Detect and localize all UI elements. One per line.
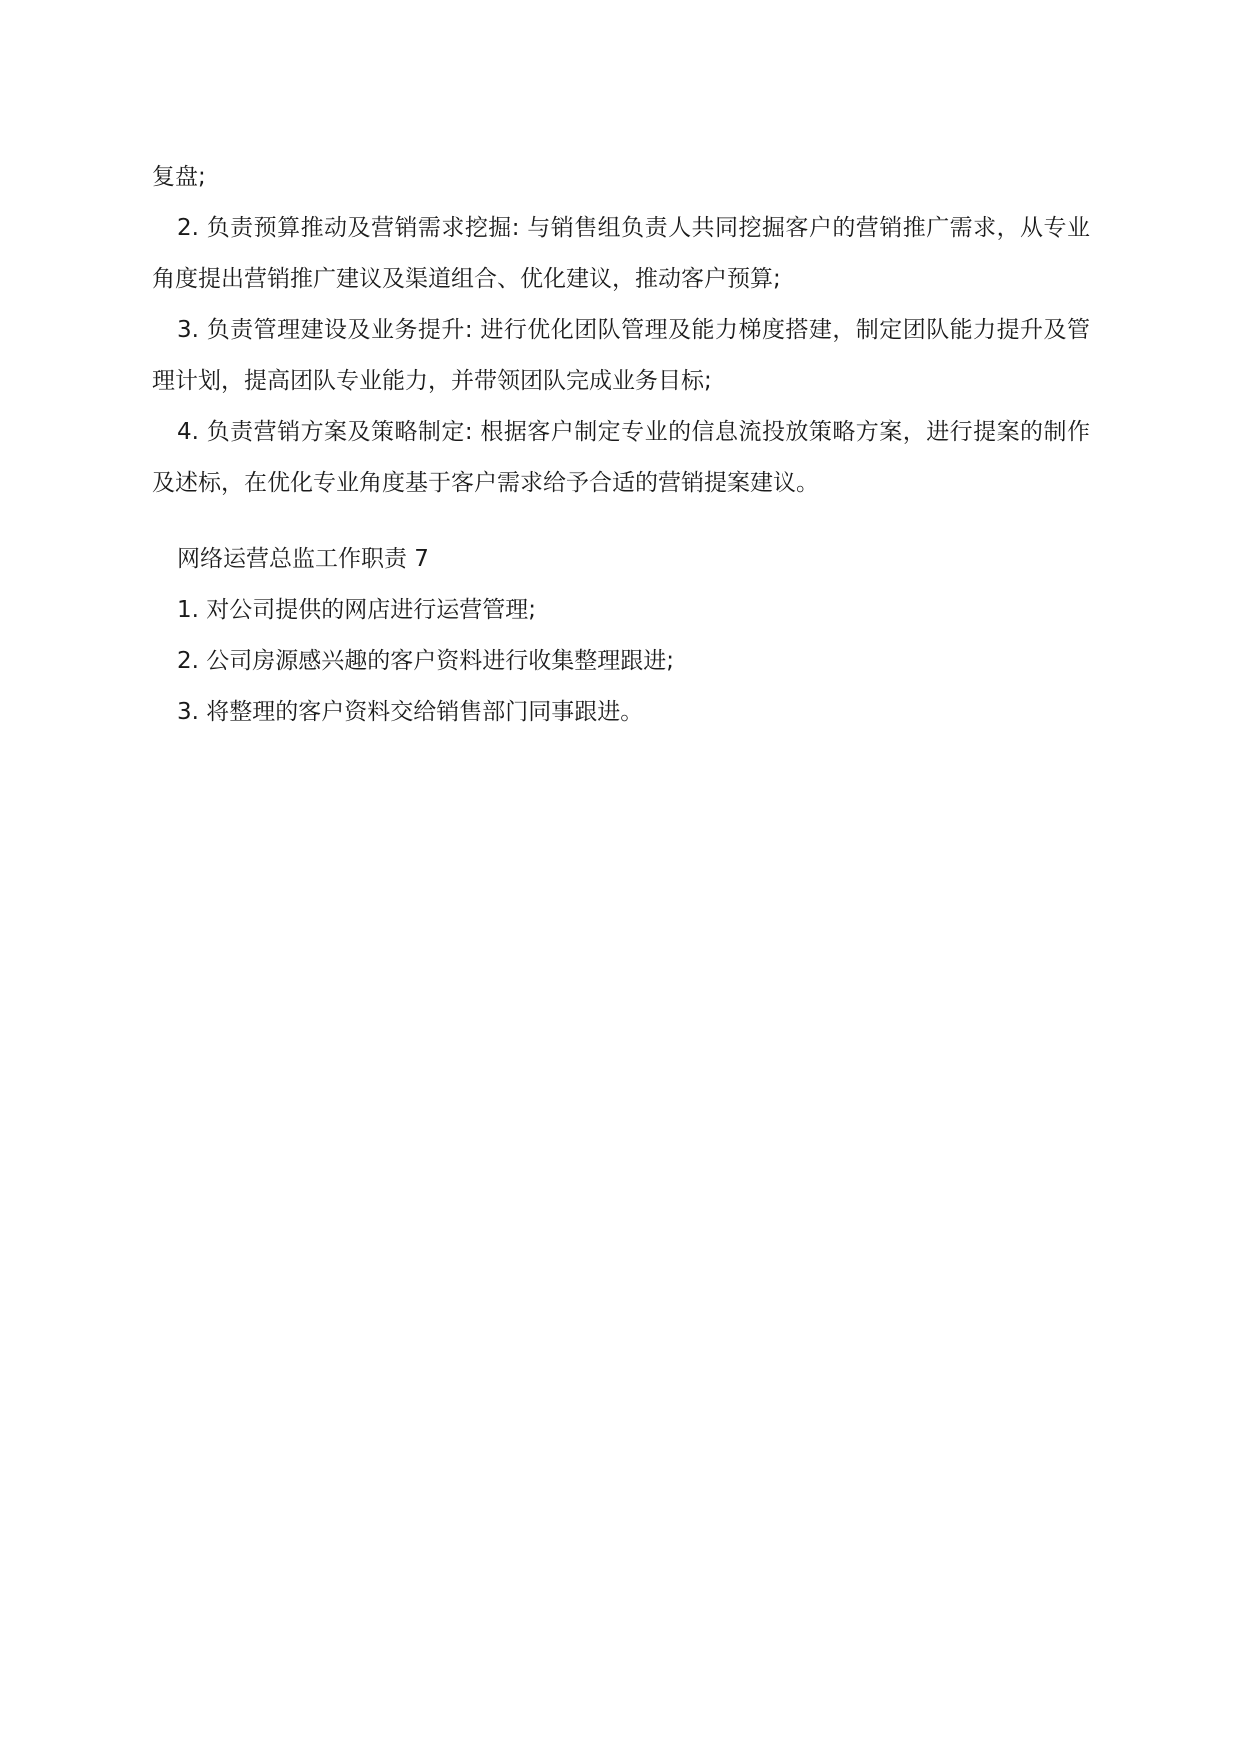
list-item: 3. 负责管理建设及业务提升: 进行优化团队管理及能力梯度搭建，制定团队能力提升及管理计划，提高团队专业能力，并带领团队完成业务目标; bbox=[152, 317, 1090, 394]
list-item: 3. 将整理的客户资料交给销售部门同事跟进。 bbox=[177, 699, 644, 725]
list-item: 2. 公司房源感兴趣的客户资料进行收集整理跟进; bbox=[177, 648, 675, 674]
document-body bbox=[152, 152, 1090, 738]
list-item: 1. 对公司提供的网店进行运营管理; bbox=[177, 597, 537, 623]
section-spacer bbox=[152, 509, 1090, 534]
continuation-line: 复盘; bbox=[152, 164, 206, 190]
list-item: 2. 负责预算推动及营销需求挖掘: 与销售组负责人共同挖掘客户的营销推广需求，从专业角度提出营销推广建议及渠道组合、优化建议，推动客户预算; bbox=[152, 215, 1090, 292]
section-heading: 网络运营总监工作职责 7 bbox=[177, 546, 429, 572]
list-item: 4. 负责营销方案及策略制定: 根据客户制定专业的信息流投放策略方案，进行提案的制作及述标，在优化专业角度基于客户需求给予合适的营销提案建议。 bbox=[152, 419, 1090, 496]
